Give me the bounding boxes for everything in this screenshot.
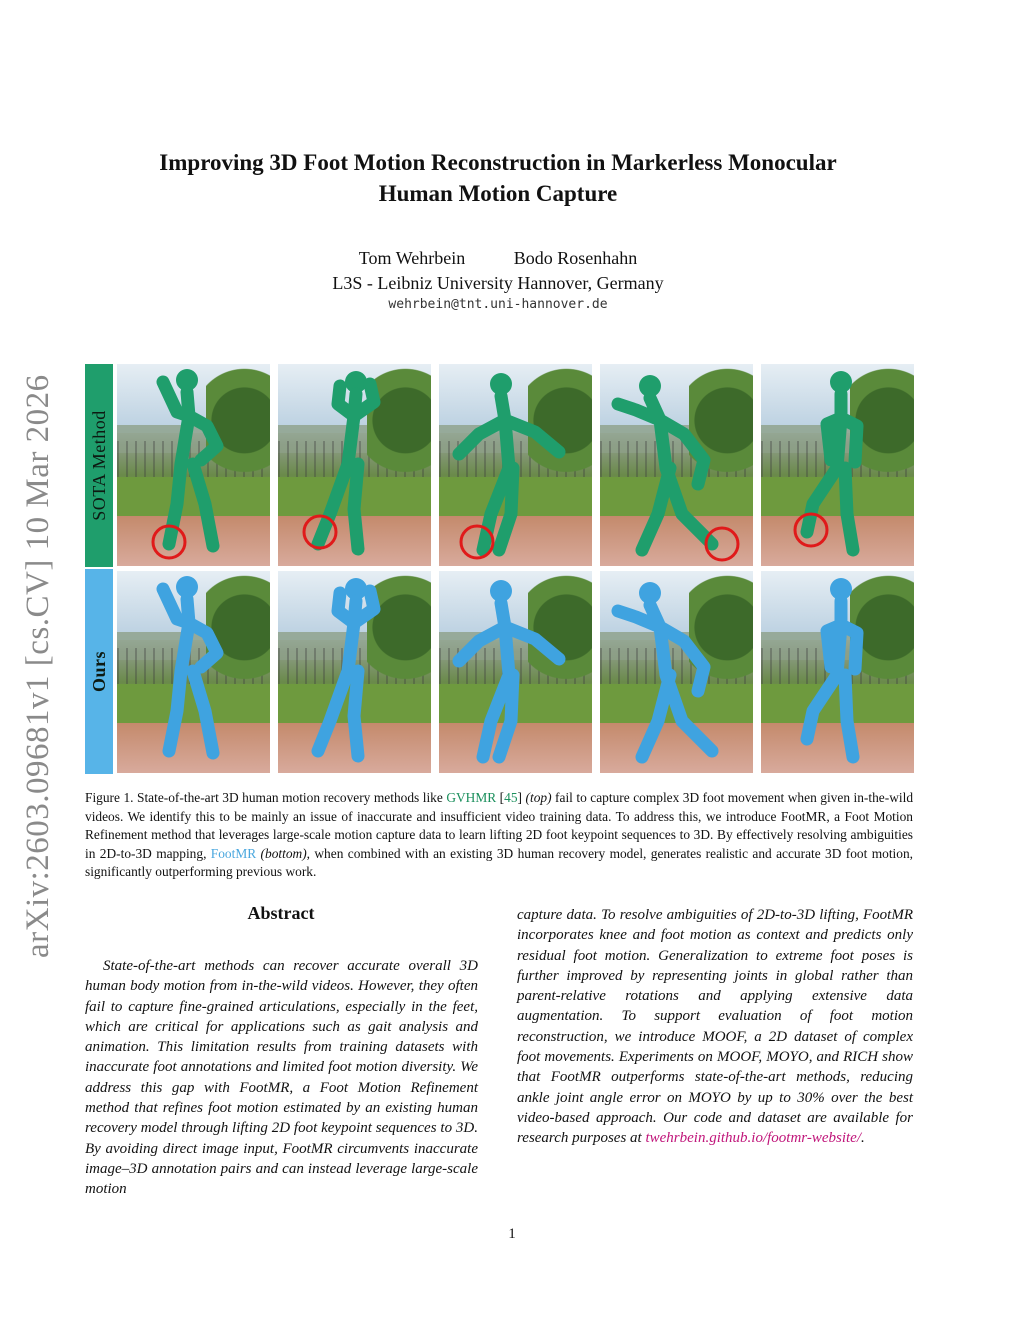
figure-caption: Figure 1. State-of-the-art 3D human motion recovery methods like GVHMR [45] (top) fail to capture complex 3D foot movement when given in-the-wild videos. We identify this to be mainly an issue of inaccurate and insufficient video training data. To address this, we introduce FootMR, a Foot Motion Refinement method that leverages large-scale motion capture data to learn lifting 2D foot keypoint sequences to 3D. By effectively resolving ambiguities in 2D-to-3D mapping, FootMR (bottom), when combined with an existing 3D human recovery model, generates realistic and accurate 3D foot motion, significantly outperforming previous work. bbox=[85, 790, 914, 879]
author-2: Bodo Rosenhahn bbox=[513, 248, 638, 268]
ours-body-mesh-2 bbox=[278, 571, 431, 773]
arxiv-identifier: arXiv:2603.09681v1 [cs.CV] 10 Mar 2026 bbox=[20, 374, 56, 958]
ours-result-image-3 bbox=[439, 571, 592, 773]
sota-result-image-1 bbox=[117, 364, 270, 566]
ours-body-mesh-3 bbox=[439, 571, 592, 773]
ours-result-image-2 bbox=[278, 571, 431, 773]
sota-body-mesh-5 bbox=[761, 364, 914, 566]
author-block bbox=[100, 246, 896, 296]
teaser-figure bbox=[85, 362, 913, 775]
title-line-1: Improving 3D Foot Motion Reconstruction in Markerless Monocular bbox=[159, 150, 837, 175]
footmr-link[interactable]: FootMR bbox=[210, 845, 257, 861]
sota-result-image-5 bbox=[761, 364, 914, 566]
author-names bbox=[100, 246, 896, 271]
sota-body-mesh-1 bbox=[117, 364, 270, 566]
title-line-2: Human Motion Capture bbox=[378, 181, 618, 206]
abstract-right-column: capture data. To resolve ambiguities of 2D-to-3D lifting, FootMR incorporates knee and foot motion as context and predicts only residual foot motion. Generalization to extreme foot poses is further improved by representing joints in global rather than parent-relative rotations and applying extensive data augmentation. To support evaluation of foot motion reconstruction, we introduce MOOF, a 2D dataset of complex foot movements. Experiments on MOOF, MOYO, and RICH show that FootMR outperforms state-of-the-art methods, reducing ankle joint angle error on MOYO by up to 30% over the best video-based approach. Our code and dataset are available for research purposes at twehrbein.github.io/footmr-website/. bbox=[517, 907, 913, 1147]
sota-result-image-3 bbox=[439, 364, 592, 566]
sota-body-mesh-3 bbox=[439, 364, 592, 566]
sota-result-image-4 bbox=[600, 364, 753, 566]
sota-body-mesh-2 bbox=[278, 364, 431, 566]
paper-title bbox=[100, 147, 896, 209]
affiliation: L3S - Leibniz University Hannover, Germany bbox=[332, 273, 664, 293]
ours-row-label: Ours bbox=[85, 569, 113, 774]
author-email: wehrbein@tnt.uni-hannover.de bbox=[388, 297, 608, 312]
sota-body-mesh-4 bbox=[600, 364, 753, 566]
sota-result-image-2 bbox=[278, 364, 431, 566]
ours-body-mesh-1 bbox=[117, 571, 270, 773]
ours-body-mesh-5 bbox=[761, 571, 914, 773]
author-1: Tom Wehrbein bbox=[358, 248, 466, 268]
project-website-link[interactable]: twehrbein.github.io/footmr-website/ bbox=[645, 1130, 861, 1147]
ours-body-mesh-4 bbox=[600, 571, 753, 773]
ours-result-image-4 bbox=[600, 571, 753, 773]
citation-link[interactable]: 45 bbox=[504, 790, 518, 805]
ours-result-image-5 bbox=[761, 571, 914, 773]
gvhmr-link[interactable]: GVHMR bbox=[446, 790, 497, 805]
ours-result-image-1 bbox=[117, 571, 270, 773]
abstract-heading: Abstract bbox=[247, 903, 315, 923]
page-number: 1 bbox=[508, 1226, 516, 1242]
abstract-left-column: State-of-the-art methods can recover accurate overall 3D human body motion from in-the-wild videos. However, they often fail to capture fine-grained articulations, especially in the feet, which are critical for applications such as gait analysis and animation. This limitation results from training datasets with inaccurate foot annotations and limited foot motion diversity. We address this gap with FootMR, a Foot Motion Refinement method that refines foot motion estimated by an existing human recovery model through lifting 2D foot keypoint sequences to 3D. By avoiding direct image input, FootMR circumvents inaccurate image–3D annotation pairs and can instead leverage large-scale motion bbox=[85, 958, 478, 1198]
sota-row-label: SOTA Method bbox=[85, 364, 113, 567]
